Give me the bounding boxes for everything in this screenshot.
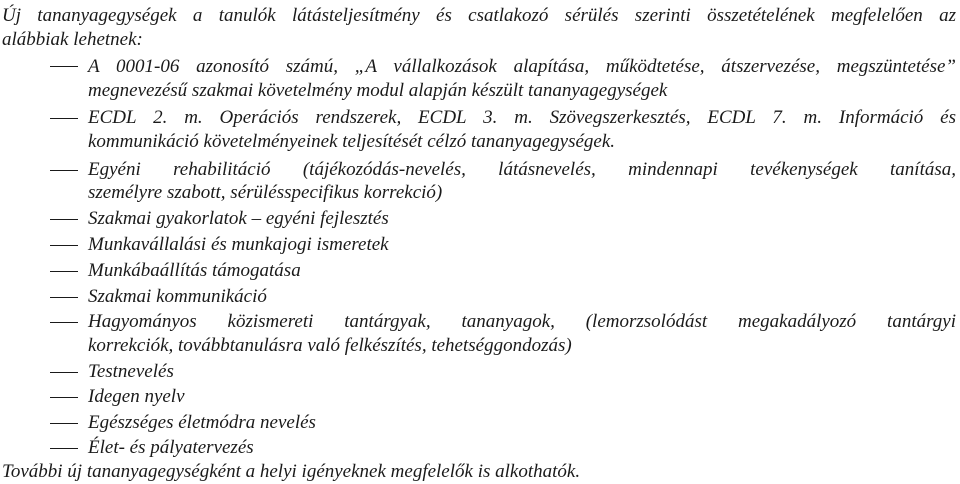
bullet-dash (50, 245, 78, 246)
bullet-dash (50, 170, 78, 171)
bullet-dash (50, 118, 78, 119)
bullet-dash (50, 372, 78, 373)
list-item-6: Szakmai kommunikáció (88, 286, 267, 307)
bullet-dash (50, 219, 78, 220)
list-item-9: Idegen nyelv (88, 386, 185, 407)
list-item-3: Szakmai gyakorlatok – egyéni fejlesztés (88, 208, 389, 229)
list-item-8: Testnevelés (88, 361, 174, 382)
intro-line-2: alábbiak lehetnek: (2, 29, 143, 50)
list-item-11: Élet- és pályatervezés (88, 437, 254, 458)
list-item-2-line-1: Egyéni rehabilitáció (tájékozódás-nevelés, látásnevelés, mindennapi tevékenységek tanítása, (88, 159, 956, 180)
bullet-dash (50, 322, 78, 323)
bullet-dash (50, 66, 78, 67)
bullet-dash (50, 397, 78, 398)
list-item-7-line-1: Hagyományos közismereti tantárgyak, tananyagok, (lemorzsolódást megakadályozó tantárgyi (88, 311, 956, 332)
outro-paragraph: További új tananyagegységként a helyi igényeknek megfelelők is alkothatók. (2, 461, 581, 482)
bullet-dash (50, 297, 78, 298)
list-item-4: Munkavállalási és munkajogi ismeretek (88, 234, 389, 255)
list-item-2-line-2: személyre szabott, sérülésspecifikus korrekció) (88, 182, 443, 203)
list-item-1-line-1: ECDL 2. m. Operációs rendszerek, ECDL 3. m. Szövegszerkesztés, ECDL 7. m. Információ és (88, 107, 956, 128)
list-item-0-line-2: megnevezésű szakmai követelmény modul alapján készült tananyagegységek (88, 80, 668, 101)
list-item-5: Munkábaállítás támogatása (88, 260, 301, 281)
bullet-dash (50, 423, 78, 424)
bullet-dash (50, 448, 78, 449)
list-item-1-line-2: kommunikáció követelményeinek teljesítését célzó tananyagegységek. (88, 131, 616, 152)
list-item-10: Egészséges életmódra nevelés (88, 412, 316, 433)
intro-line-1: Új tananyagegységek a tanulók látásteljesítmény és csatlakozó sérülés szerinti összetételének megfelelően az (2, 5, 956, 26)
bullet-dash (50, 271, 78, 272)
list-item-0-line-1: A 0001-06 azonosító számú, „A vállalkozások alapítása, működtetése, átszervezése, megszüntetése” (88, 56, 956, 77)
list-item-7-line-2: korrekciók, továbbtanulásra való felkészítés, tehetséggondozás) (88, 335, 572, 356)
